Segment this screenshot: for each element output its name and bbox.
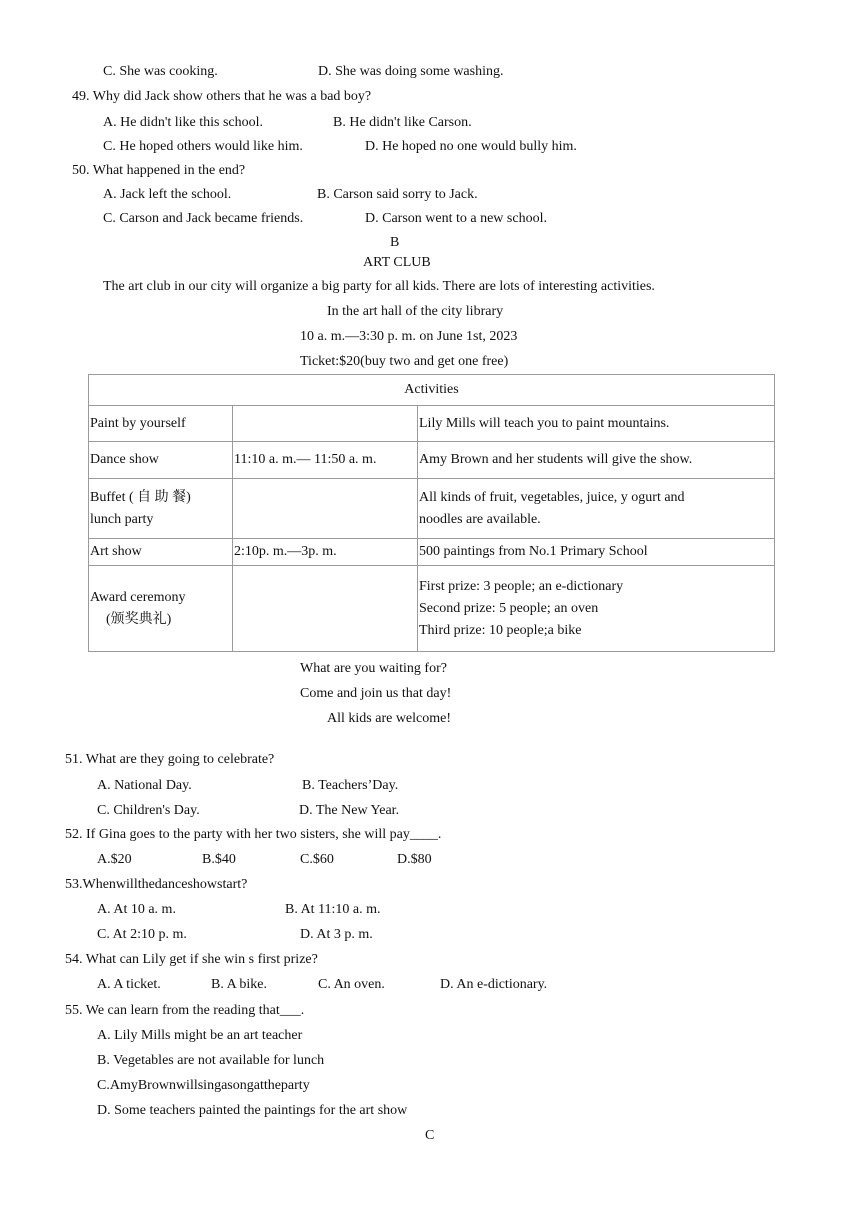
- q51-question: 51. What are they going to celebrate?: [65, 752, 275, 767]
- table-row: [89, 479, 775, 539]
- activities-table: [88, 374, 775, 652]
- activity-detail: [418, 479, 775, 539]
- q53-option-c: C. At 2:10 p. m.: [97, 927, 187, 942]
- section-b-intro: The art club in our city will organize a big party for all kids. There are lots of interesting activities.: [103, 279, 655, 294]
- q54-option-b: B. A bike.: [211, 977, 268, 992]
- q51-option-d: D. The New Year.: [299, 803, 400, 818]
- q48-option-c: C. She was cooking.: [103, 64, 218, 79]
- section-b-letter: B: [390, 235, 400, 250]
- q50-option-c: C. Carson and Jack became friends.: [103, 211, 304, 226]
- activity-detail-line2: noodles are available.: [419, 511, 541, 527]
- activity-detail: Lily Mills will teach you to paint mountains.: [418, 406, 775, 442]
- q53-question: 53.Whenwillthedanceshowstart?: [65, 877, 248, 892]
- q49-option-a: A. He didn't like this school.: [103, 115, 264, 130]
- activity-time: 2:10p. m.—3p. m.: [233, 539, 418, 566]
- q50-option-b: B. Carson said sorry to Jack.: [317, 187, 478, 202]
- q49-option-c: C. He hoped others would like him.: [103, 139, 303, 154]
- section-c-letter: C: [425, 1128, 435, 1143]
- activity-time: [233, 566, 418, 652]
- q52-option-c: C.$60: [300, 852, 334, 867]
- activity-name: Paint by yourself: [89, 406, 233, 442]
- q52-option-d: D.$80: [397, 852, 432, 867]
- activity-time: [233, 406, 418, 442]
- q52-option-a: A.$20: [97, 852, 132, 867]
- prize-second: Second prize: 5 people; an oven: [419, 600, 599, 616]
- table-row: [89, 442, 775, 479]
- q52-question: 52. If Gina goes to the party with her two sisters, she will pay____.: [65, 827, 442, 842]
- q51-option-b: B. Teachers’Day.: [302, 778, 399, 793]
- activity-detail: Amy Brown and her students will give the show.: [418, 442, 775, 479]
- event-ticket: Ticket:$20(buy two and get one free): [300, 354, 509, 369]
- activity-detail: [418, 566, 775, 652]
- q54-question: 54. What can Lily get if she win s first prize?: [65, 952, 318, 967]
- q55-question: 55. We can learn from the reading that___.: [65, 1003, 305, 1018]
- activity-detail: 500 paintings from No.1 Primary School: [418, 539, 775, 566]
- prize-third: Third prize: 10 people;a bike: [419, 622, 582, 638]
- q54-option-c: C. An oven.: [318, 977, 385, 992]
- q51-option-c: C. Children's Day.: [97, 803, 200, 818]
- activity-name: [89, 479, 233, 539]
- activity-time: [233, 479, 418, 539]
- activities-table-header: Activities: [89, 375, 775, 406]
- table-row: [89, 566, 775, 652]
- closing-line-1: What are you waiting for?: [300, 661, 447, 676]
- event-time: 10 a. m.—3:30 p. m. on June 1st, 2023: [300, 329, 518, 344]
- prize-first: First prize: 3 people; an e-dictionary: [419, 578, 624, 594]
- q49-option-b: B. He didn't like Carson.: [333, 115, 472, 130]
- activity-name: Dance show: [89, 442, 233, 479]
- closing-line-2: Come and join us that day!: [300, 686, 452, 701]
- closing-line-3: All kids are welcome!: [327, 711, 452, 726]
- table-row: [89, 406, 775, 442]
- q52-option-b: B.$40: [202, 852, 236, 867]
- q54-option-d: D. An e-dictionary.: [440, 977, 548, 992]
- q55-option-a: A. Lily Mills might be an art teacher: [97, 1028, 303, 1043]
- activity-name-line2: lunch party: [90, 511, 154, 527]
- q53-option-d: D. At 3 p. m.: [300, 927, 373, 942]
- activity-name-line1: Award ceremony: [90, 589, 186, 605]
- q53-option-b: B. At 11:10 a. m.: [285, 902, 381, 917]
- q51-option-a: A. National Day.: [97, 778, 192, 793]
- q53-option-a: A. At 10 a. m.: [97, 902, 176, 917]
- table-row: [89, 539, 775, 566]
- q49-question: 49. Why did Jack show others that he was a bad boy?: [72, 89, 372, 104]
- activity-name-line2: (颁奖典礼): [106, 611, 172, 627]
- q49-option-d: D. He hoped no one would bully him.: [365, 139, 577, 154]
- q55-option-b: B. Vegetables are not available for lunch: [97, 1053, 325, 1068]
- activity-name: [89, 566, 233, 652]
- q55-option-c: C.AmyBrownwillsingasongattheparty: [97, 1078, 310, 1093]
- event-place: In the art hall of the city library: [327, 304, 504, 319]
- q50-option-a: A. Jack left the school.: [103, 187, 232, 202]
- section-b-title: ART CLUB: [363, 255, 431, 270]
- q55-option-d: D. Some teachers painted the paintings for the art show: [97, 1103, 408, 1118]
- q54-option-a: A. A ticket.: [97, 977, 161, 992]
- activity-name: Art show: [89, 539, 233, 566]
- activity-time: 11:10 a. m.— 11:50 a. m.: [233, 442, 418, 479]
- q48-option-d: D. She was doing some washing.: [318, 64, 504, 79]
- q50-question: 50. What happened in the end?: [72, 163, 246, 178]
- activity-detail-line1: All kinds of fruit, vegetables, juice, y ogurt and: [419, 489, 685, 505]
- activity-name-line1: Buffet ( 自 助 餐): [90, 489, 191, 505]
- q50-option-d: D. Carson went to a new school.: [365, 211, 547, 226]
